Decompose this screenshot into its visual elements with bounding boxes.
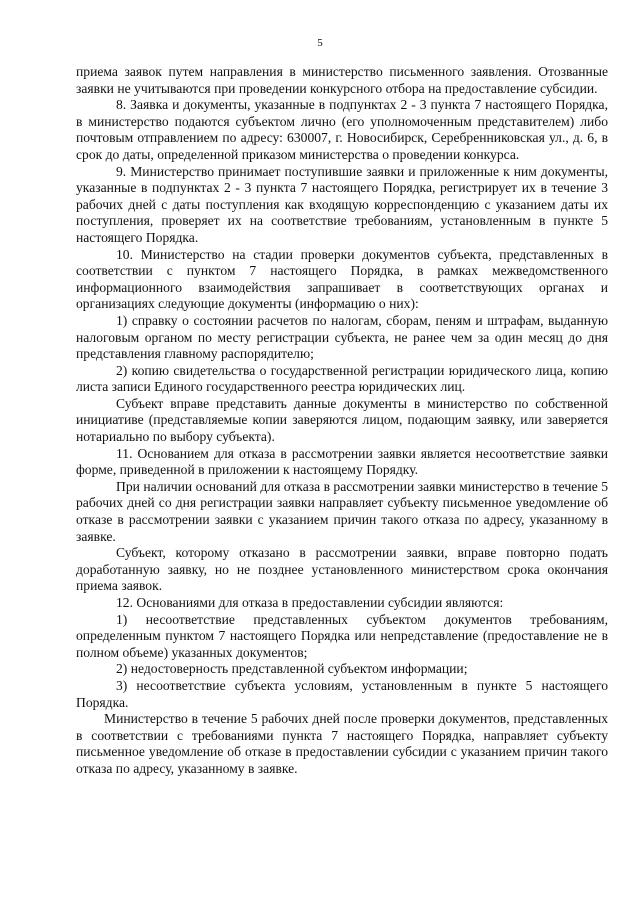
paragraph-item-10: 10. Министерство на стадии проверки документов субъекта, представленных в соответствии с пунктом 7 настоящего Порядка, в рамках межведомственного информационного взаимодействия запрашивает в соответствующих органах и организациях следующие документы (информацию о них): — [76, 246, 608, 312]
paragraph-refusal-notice: При наличии оснований для отказа в рассмотрении заявки министерство в течение 5 рабочих дней со дня регистрации заявки направляет субъекту письменное уведомление об отказе в рассмотрении заявки с указанием причин такого отказа по адресу, указанному в заявке. — [76, 478, 608, 544]
paragraph-continuation: приема заявок путем направления в министерство письменного заявления. Отозванные заявки не учитываются при проведении конкурсного отбора на предоставление субсидии. — [76, 64, 608, 96]
paragraph-subitem-12-3: 3) несоответствие субъекта условиям, установленным в пункте 5 настоящего Порядка. — [76, 677, 608, 710]
paragraph-subitem-12-1: 1) несоответствие представленных субъектом документов требованиям, определенным пунктом 7 настоящего Порядка или непредставление (предоставление не в полном объеме) указанных документов; — [76, 611, 608, 660]
document-body — [76, 64, 608, 778]
paragraph-subitem-10-2: 2) копию свидетельства о государственной регистрации юридического лица, копию листа записи Единого государственного реестра юридических лиц. — [76, 362, 608, 395]
paragraph-subitem-10-1: 1) справку о состоянии расчетов по налогам, сборам, пеням и штрафам, выданную налоговым органом по месту регистрации субъекта, не ранее чем за один месяц до дня представления главному распорядителю; — [76, 312, 608, 362]
paragraph-item-9: 9. Министерство принимает поступившие заявки и приложенные к ним документы, указанные в подпунктах 2 - 3 пункта 7 настоящего Порядка, регистрирует их в течение 3 рабочих дней с даты поступления как входящую корреспонденцию с указанием даты их поступления, проверяет их на соответствие требованиям, установленным в пункте 5 настоящего Порядка. — [76, 163, 608, 245]
paragraph-ministry-notice: Министерство в течение 5 рабочих дней после проверки документов, представленных в соответствии с требованиями пункта 7 настоящего Порядка, направляет субъекту письменное уведомление об отказе в предоставлении субсидии с указанием причин такого отказа по адресу, указанному в заявке. — [76, 711, 608, 776]
paragraph-subject-right: Субъект вправе представить данные документы в министерство по собственной инициативе (представляемые копии заверяются лицом, подающим заявку, или заверяется нотариально по выбору субъекта). — [76, 395, 608, 445]
paragraph-item-8: 8. Заявка и документы, указанные в подпунктах 2 - 3 пункта 7 настоящего Порядка, в министерство подаются субъектом лично (его уполномоченным представителем) либо почтовым отправлением по адресу: 630007, г. Новосибирск, Серебренниковская ул., д. 6, в срок до даты, определенной приказом министерства о проведении конкурса. — [76, 97, 608, 162]
paragraph-subitem-12-2: 2) недостоверность представленной субъектом информации; — [116, 661, 468, 677]
paragraph-resubmission: Субъект, которому отказано в рассмотрении заявки, вправе повторно подать доработанную заявку, но не позднее установленного министерством срока окончания приема заявок. — [76, 545, 608, 594]
page-number: 5 — [317, 37, 323, 49]
paragraph-item-11: 11. Основанием для отказа в рассмотрении заявки является несоответствие заявки форме, приведенной в приложении к настоящему Порядку. — [76, 445, 608, 478]
paragraph-item-12: 12. Основаниями для отказа в предоставлении субсидии являются: — [116, 595, 504, 610]
